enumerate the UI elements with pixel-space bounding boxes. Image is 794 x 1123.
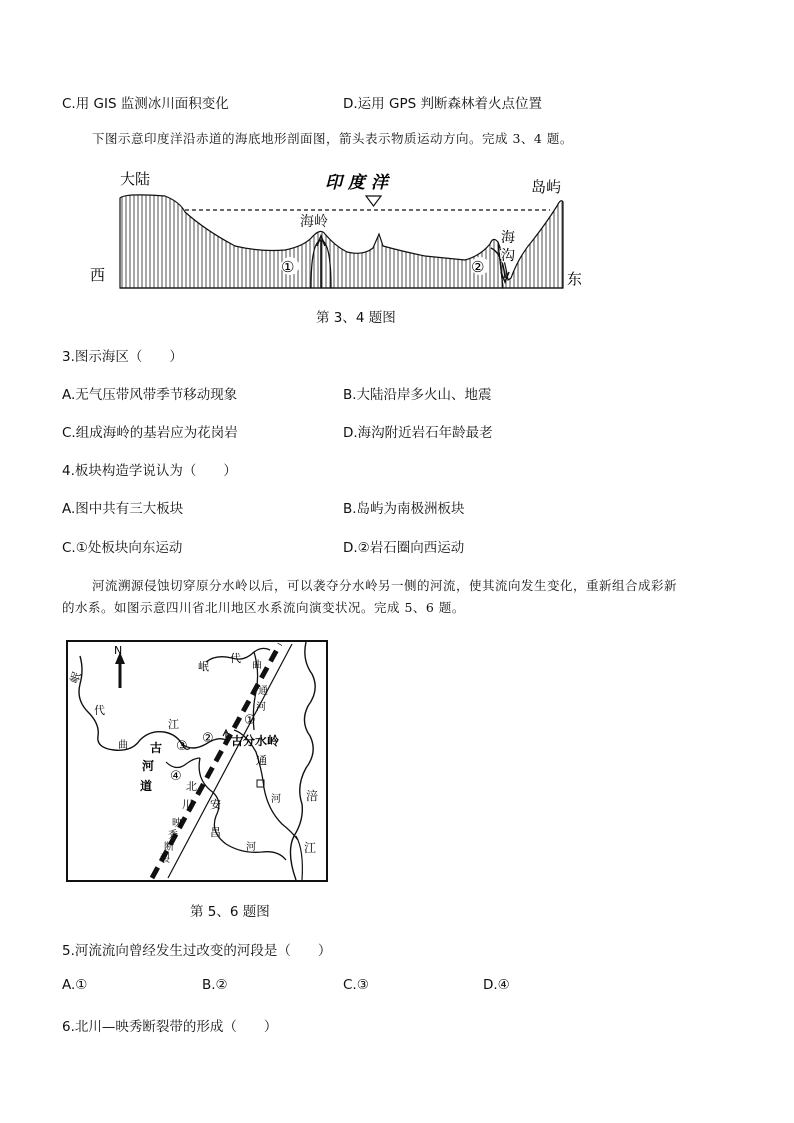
label-old-watershed: 古分水岭 [231,734,280,748]
label-gu: 古 [150,741,163,755]
label-hedao-he: 河 [142,759,155,773]
figure-river-map [66,640,328,882]
label-fu: 涪 [306,789,319,803]
sea-level-marker [366,196,381,206]
q6-stem: 6.北川—映秀断裂带的形成（ ） [62,1019,278,1035]
label-tong-1: 通 [258,686,268,697]
option-c-prev: C.用 GIS 监测冰川面积变化 [62,96,229,112]
marker-1: ① [244,713,256,728]
label-trench-a: 海 [501,230,515,246]
caption-fig-3-4: 第 3、4 题图 [316,310,396,326]
q5-option-b[interactable]: B.② [202,977,228,993]
q4-option-d[interactable]: D.②岩石圈向西运动 [343,540,465,556]
label-trench-b: 沟 [501,248,515,264]
marker-1: ① [281,258,295,276]
q4-stem: 4.板块构造学说认为（ ） [62,463,237,479]
q3-option-d[interactable]: D.海沟附近岩石年龄最老 [343,425,493,441]
label-tong-2: 通 [256,754,267,767]
label-he-1: 河 [256,702,266,713]
marker-2: ② [202,731,214,746]
label-chuan: 川 [182,798,193,811]
label-island: 岛屿 [531,178,562,196]
label-he-3: 河 [246,842,256,853]
label-jiang-2: 江 [304,841,317,855]
figure-seafloor-profile [85,160,585,295]
label-lie: 裂 [160,854,170,865]
q3-option-b[interactable]: B.大陆沿岸多火山、地震 [343,387,492,403]
q3-stem: 3.图示海区（ ） [62,349,183,365]
label-qu-2: 曲 [118,740,128,751]
label-continent: 大陆 [120,170,151,188]
svg-text:N: N [114,644,123,657]
q5-option-a[interactable]: A.① [62,977,88,993]
q4-option-b[interactable]: B.岛屿为南极洲板块 [343,501,465,517]
option-d-prev: D.运用 GPS 判断森林着火点位置 [343,96,542,112]
q3-option-a[interactable]: A.无气压带风带季节移动现象 [62,387,238,403]
marker-3: ③ [176,739,188,754]
label-dai-top: 代 [230,652,241,665]
q3-option-c[interactable]: C.组成海岭的基岩应为花岗岩 [62,425,238,441]
label-xiu: 秀 [168,830,178,841]
label-indian-ocean: 印 度 洋 [325,173,388,193]
label-dai-2: 代 [94,704,105,717]
intro-q5-6-line1: 河流溯源侵蚀切穿原分水岭以后，可以袭夺分水岭另一侧的河流，使其流向发生变化，重新组合成彩新 [92,578,678,593]
q5-stem: 5.河流流向曾经发生过改变的河段是（ ） [62,943,332,959]
intro-q3-4: 下图示意印度洋沿赤道的海底地形剖面图，箭头表示物质运动方向。完成 3、4 题。 [92,131,573,146]
q4-option-a[interactable]: A.图中共有三大板块 [62,501,184,517]
label-duan: 断 [164,842,174,853]
marker-4: ④ [170,769,182,784]
label-an: 安 [210,798,221,811]
label-east: 东 [567,270,583,288]
label-bei: 北 [186,780,197,793]
label-ying: 映 [172,818,182,829]
q5-option-d[interactable]: D.④ [483,977,510,993]
label-min-top: 岷 [198,660,209,673]
intro-q5-6-line2: 的水系。如图示意四川省北川地区水系流向演变状况。完成 5、6 题。 [62,600,465,615]
label-he-2: 河 [271,794,281,805]
q5-option-c[interactable]: C.③ [343,977,369,993]
q4-option-c[interactable]: C.①处板块向东运动 [62,540,183,556]
label-ridge: 海岭 [300,214,328,230]
label-jiang-1: 江 [168,718,179,731]
label-qu-top: 曲 [252,660,262,671]
marker-2: ② [471,258,485,276]
label-min-1: 岷 [67,670,84,686]
label-chang: 昌 [210,826,221,839]
label-hedao-dao: 道 [140,779,153,793]
caption-fig-5-6: 第 5、6 题图 [190,904,270,920]
label-west: 西 [90,266,106,284]
